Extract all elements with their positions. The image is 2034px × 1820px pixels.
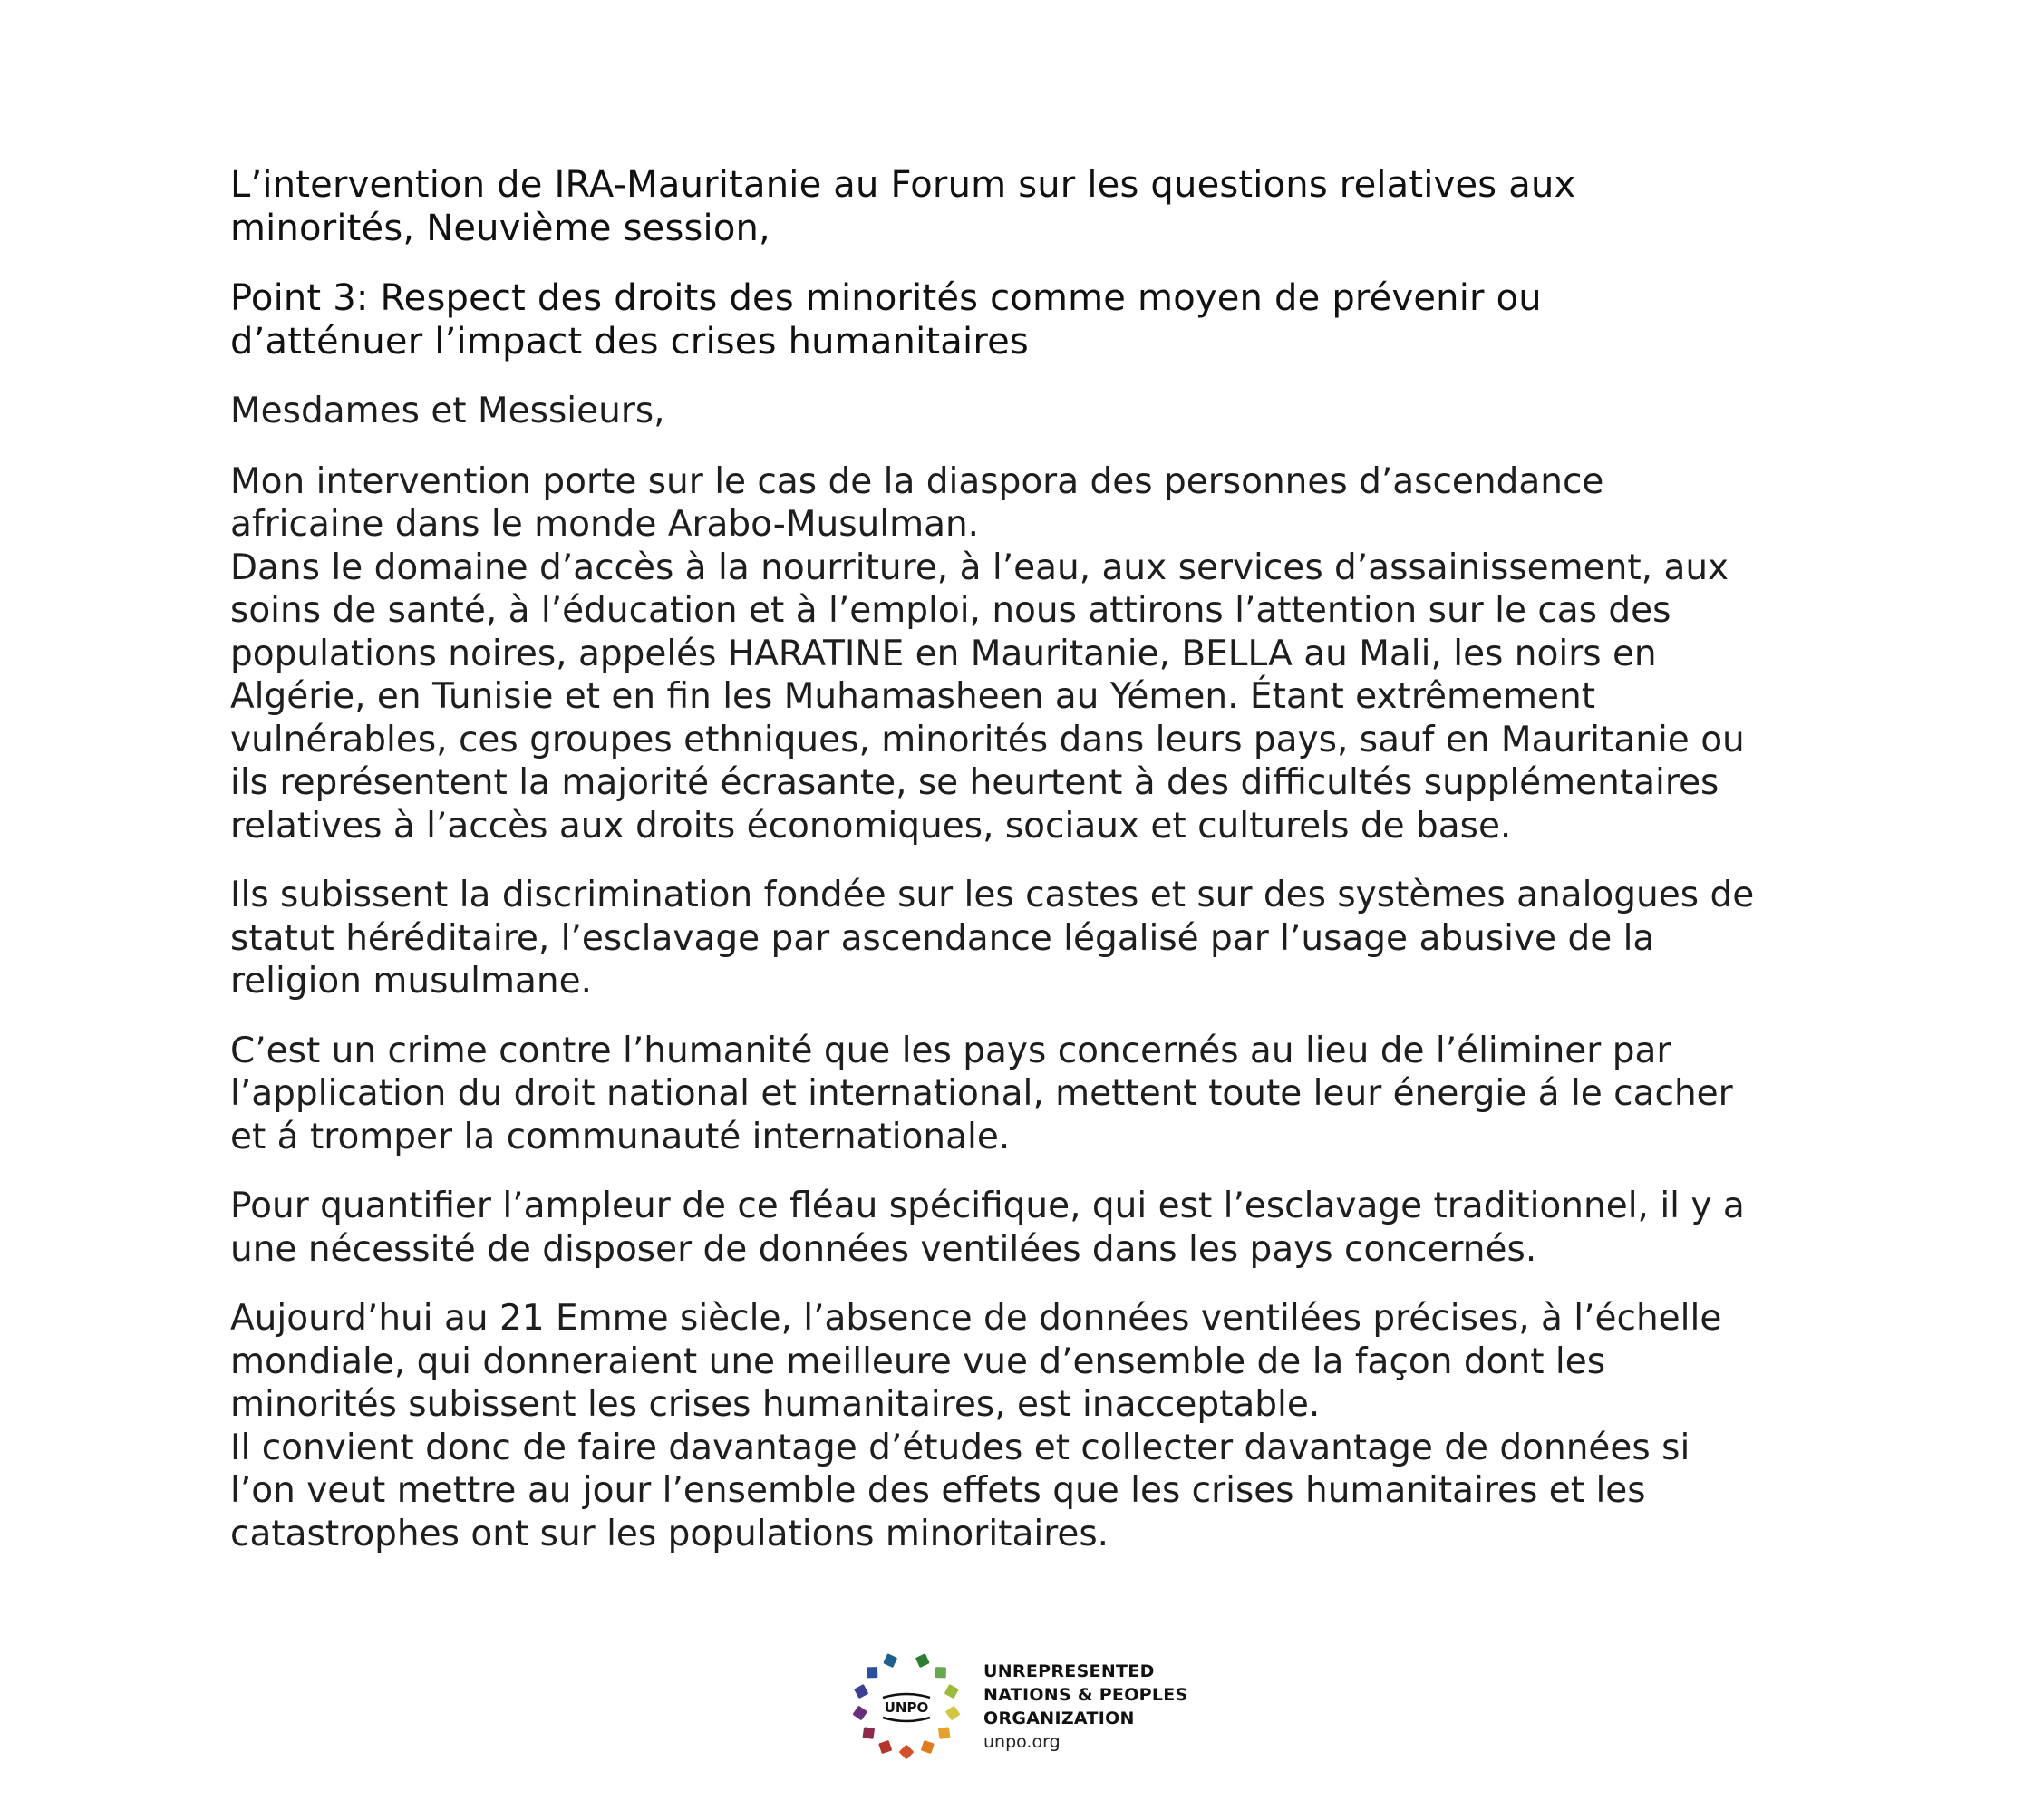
emblem-ring-segment <box>852 1706 867 1721</box>
emblem-ring-segment <box>938 1727 951 1739</box>
text-line: Ils subissent la discrimination fondée sur les castes et sur des systèmes analogues de <box>230 875 1755 915</box>
text-line: l’application du droit national et international, mettent toute leur énergie á le cacher <box>230 1073 1733 1114</box>
text-line: africaine dans le monde Arabo-Musulman. <box>230 504 980 545</box>
text-line: C’est un crime contre l’humanité que les pays concernés au lieu de l’éliminer par <box>230 1030 1671 1071</box>
text-line: Algérie, en Tunisie et en fin les Muhamasheen au Yémen. Étant extrêmement <box>230 676 1595 717</box>
text-line: Pour quantifier l’ampleur de ce fléau spécifique, qui est l’esclavage traditionnel, il y a <box>230 1186 1745 1226</box>
org-name-block <box>983 1660 1188 1754</box>
emblem-ring-segment <box>944 1684 959 1699</box>
emblem-ring-segment <box>862 1727 875 1739</box>
text-line: minorités subissent les crises humanitaires, est inacceptable. <box>230 1384 1321 1425</box>
logo-acronym: UNPO <box>884 1699 929 1716</box>
paragraph-3 <box>230 1030 1826 1159</box>
text-line: et á tromper la communauté internationale. <box>230 1116 1011 1157</box>
text-line: Mon intervention porte sur le cas de la diaspora des personnes d’ascendance <box>230 460 1604 502</box>
text-line: Il convient donc de faire davantage d’études et collecter davantage de données si <box>230 1427 1690 1468</box>
text-line: populations noires, appelés HARATINE en Mauritanie, BELLA au Mali, les noirs en <box>230 633 1657 674</box>
org-name-line: NATIONS & PEOPLES <box>983 1685 1188 1705</box>
text-line: mondiale, qui donneraient une meilleure vue d’ensemble de la façon dont les <box>230 1341 1606 1382</box>
emblem-ring-segment <box>915 1653 930 1668</box>
emblem-ring-segment <box>878 1740 892 1754</box>
text-line: Aujourd’hui au 21 Emme siècle, l’absence de données ventilées précises, à l’échelle <box>230 1298 1722 1339</box>
emblem-ring-segment <box>867 1667 877 1678</box>
org-url: unpo.org <box>983 1732 1061 1752</box>
emblem-ring-segment <box>899 1745 915 1760</box>
title-line: minorités, Neuvième session, <box>230 208 770 249</box>
paragraph-1 <box>230 460 1826 848</box>
emblem-ring-segment <box>921 1740 935 1754</box>
text-line: vulnérables, ces groupes ethniques, minorités dans leurs pays, sauf en Mauritanie ou <box>230 719 1745 760</box>
greeting: Mesdames et Messieurs, <box>230 391 665 431</box>
agenda-point-heading <box>230 276 1826 363</box>
text-line: l’on veut mettre au jour l’ensemble des effets que les crises humanitaires et les <box>230 1470 1646 1511</box>
text-line: catastrophes ont sur les populations minoritaires. <box>230 1513 1109 1554</box>
title-line: L’intervention de IRA-Mauritanie au Forum sur les questions relatives aux <box>230 164 1576 206</box>
text-line: soins de santé, à l’éducation et à l’emploi, nous attirons l’attention sur le cas des <box>230 590 1671 631</box>
text-line: religion musulmane. <box>230 961 592 1002</box>
org-name-line: ORGANIZATION <box>983 1709 1135 1728</box>
emblem-ring-segment <box>883 1653 897 1668</box>
paragraph-4 <box>230 1185 1826 1271</box>
emblem-ring-segment <box>935 1667 946 1678</box>
paragraph-2 <box>230 874 1826 1003</box>
text-line: relatives à l’accès aux droits économiques, sociaux et culturels de base. <box>230 805 1512 847</box>
unpo-emblem-icon <box>852 1645 961 1763</box>
paragraph-5 <box>230 1297 1826 1555</box>
emblem-arc-top <box>883 1694 930 1698</box>
org-name-line: UNREPRESENTED <box>983 1661 1155 1681</box>
emblem-ring-segment <box>854 1684 868 1699</box>
heading-line: d’atténuer l’impact des crises humanitaires <box>230 321 1029 363</box>
text-line: statut héréditaire, l’esclavage par ascendance légalisé par l’usage abusive de la <box>230 917 1655 959</box>
heading-line: Point 3: Respect des droits des minorités comme moyen de prévenir ou <box>230 277 1542 319</box>
text-line: ils représentent la majorité écrasante, se heurtent à des difficultés supplémentaires <box>230 762 1719 803</box>
text-line: une nécessité de disposer de données ventilées dans les pays concernés. <box>230 1228 1537 1270</box>
document-title <box>230 163 1826 250</box>
unpo-logo <box>852 1645 1233 1763</box>
emblem-arc-bottom <box>883 1718 930 1721</box>
text-line: Dans le domaine d’accès à la nourriture, à l’eau, aux services d’assainissement, aux <box>230 547 1729 588</box>
document-body <box>230 163 1826 1582</box>
emblem-ring-segment <box>945 1706 961 1721</box>
